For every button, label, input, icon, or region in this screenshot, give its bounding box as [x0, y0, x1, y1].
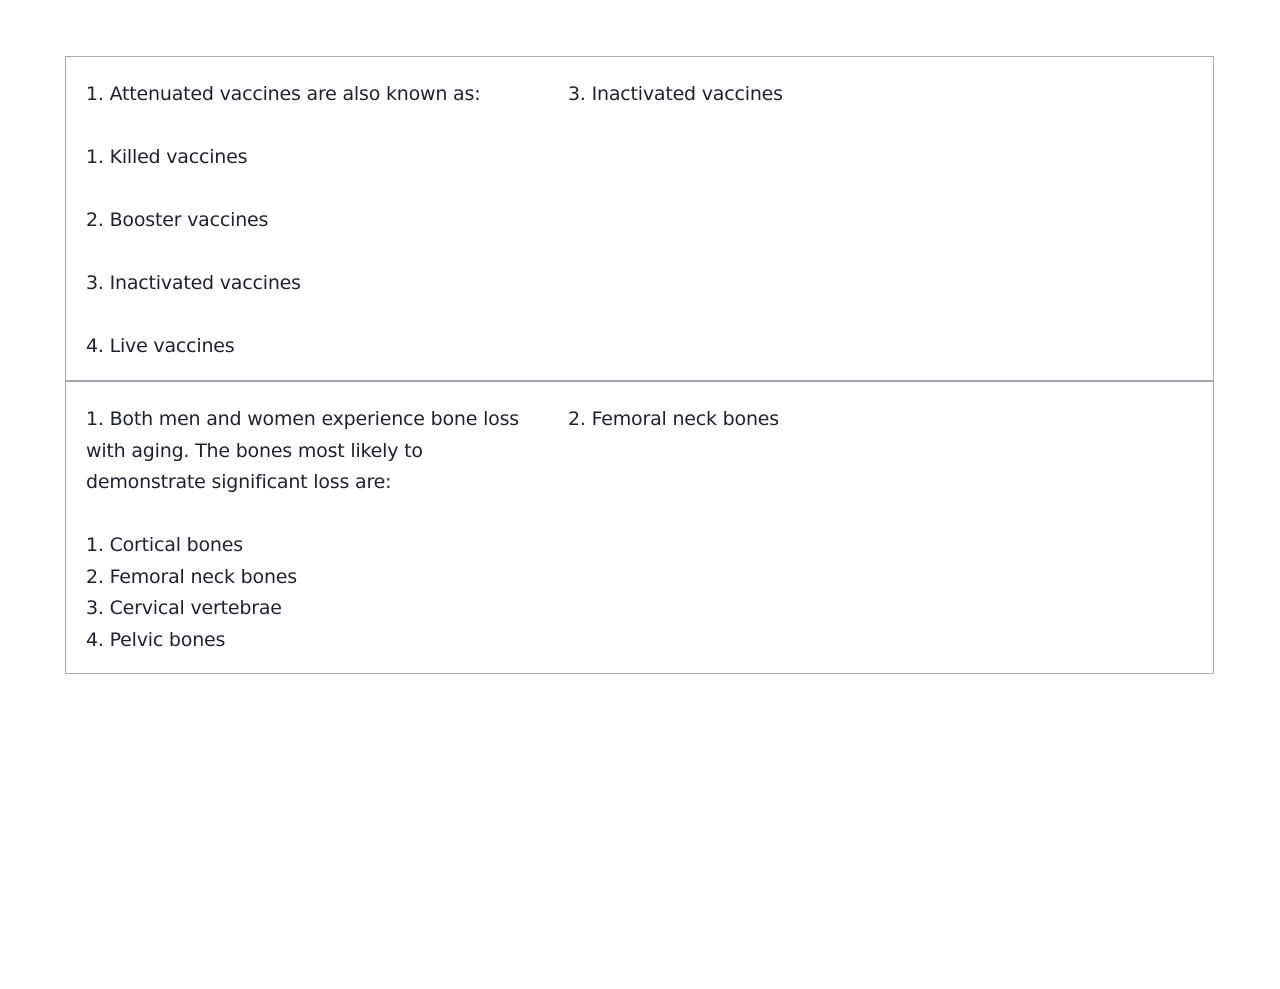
option-item: 2. Femoral neck bones	[86, 565, 297, 588]
option-item: 1. Killed vaccines	[86, 146, 248, 168]
option-list	[86, 530, 548, 656]
card-row	[66, 57, 1213, 380]
question-text: 1. Attenuated vaccines are also known as:	[86, 83, 481, 105]
option-item: 1. Cortical bones	[86, 534, 243, 556]
option-item: 3. Inactivated vaccines	[86, 272, 301, 294]
answer-cell	[548, 57, 1213, 380]
flashcard-table	[65, 56, 1214, 674]
answer-cell	[548, 382, 1213, 673]
option-item: 3. Cervical vertebrae	[86, 597, 282, 619]
question-cell	[66, 382, 548, 673]
option-item: 4. Pelvic bones	[86, 628, 226, 651]
question-text: 1. Both men and women experience bone loss with aging. The bones most likely to demonstrate significant loss are:	[86, 408, 519, 493]
answer-text: 3. Inactivated vaccines	[568, 83, 783, 105]
question-cell	[66, 57, 548, 380]
option-item: 2. Booster vaccines	[86, 209, 269, 231]
answer-text: 2. Femoral neck bones	[568, 408, 779, 430]
card-row	[66, 380, 1213, 673]
option-item: 4. Live vaccines	[86, 335, 235, 357]
